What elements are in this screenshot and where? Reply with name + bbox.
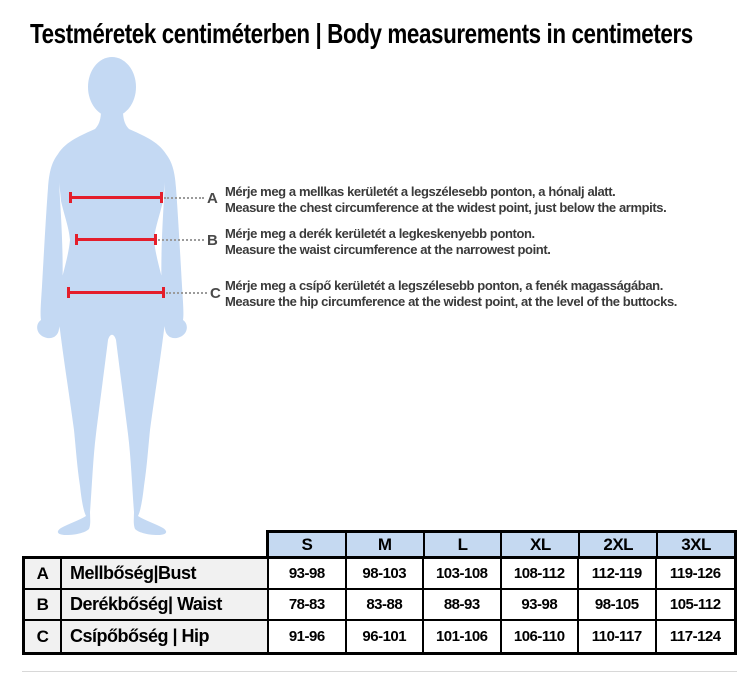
waist-connector-line bbox=[158, 239, 204, 241]
waist-measure-text bbox=[225, 226, 551, 258]
bust-value-2xl: 112-119 bbox=[579, 559, 657, 590]
head-shape bbox=[88, 57, 136, 117]
waist-value-2xl: 98-105 bbox=[579, 590, 657, 621]
row-letter-hip: C bbox=[25, 621, 62, 652]
hip-value-3xl: 117-124 bbox=[669, 628, 721, 645]
hip-letter-label: C bbox=[210, 285, 221, 302]
waist-value-l: 88-93 bbox=[424, 590, 502, 621]
row-letter-waist: B bbox=[25, 590, 62, 621]
waist-value-3xl: 105-112 bbox=[657, 590, 735, 621]
hip-value-s: 91-96 bbox=[269, 621, 347, 652]
bust-value-s: 93-98 bbox=[269, 559, 347, 590]
size-header-m: M bbox=[347, 533, 425, 556]
waist-measure-text-en: Measure the waist circumference at the narrowest point. bbox=[225, 242, 551, 257]
chest-measure-line bbox=[70, 196, 162, 199]
body-silhouette bbox=[32, 56, 192, 536]
bust-value-xl: 108-112 bbox=[502, 559, 580, 590]
hip-value-2xl: 110-117 bbox=[579, 621, 657, 652]
chest-measure-text bbox=[225, 184, 666, 216]
hip-value-l: 101-106 bbox=[424, 621, 502, 652]
size-header-s: S bbox=[269, 533, 347, 556]
hip-measure-text-hu: Mérje meg a csípő kerületét a legszélesebb ponton, a fenék magasságában. bbox=[225, 278, 663, 293]
waist-measure-text-hu: Mérje meg a derék kerületét a legkeskenyebb ponton. bbox=[225, 226, 535, 241]
size-table-body bbox=[22, 556, 737, 655]
page-title: Testméretek centiméterben | Body measurements in centimeters bbox=[30, 18, 693, 49]
waist-value-m: 83-88 bbox=[347, 590, 425, 621]
row-label-waist: Derékbőség| Waist bbox=[62, 590, 269, 621]
size-header-3xl: 3XL bbox=[681, 534, 711, 554]
size-header-l: L bbox=[425, 533, 503, 556]
hip-value-m: 96-101 bbox=[347, 621, 425, 652]
size-header-xl: XL bbox=[502, 533, 580, 556]
waist-value-s: 78-83 bbox=[269, 590, 347, 621]
chest-letter-label: A bbox=[207, 190, 218, 207]
waist-measure-line bbox=[76, 238, 156, 241]
chest-measure-text-hu: Mérje meg a mellkas kerületét a legszélesebb ponton, a hónalj alatt. bbox=[225, 184, 616, 199]
row-label-hip: Csípőbőség | Hip bbox=[62, 621, 269, 652]
waist-value-xl: 93-98 bbox=[502, 590, 580, 621]
body-shape bbox=[37, 111, 187, 535]
bust-value-l: 103-108 bbox=[424, 559, 502, 590]
row-letter-bust: A bbox=[25, 559, 62, 590]
hip-connector-line bbox=[166, 292, 207, 294]
hip-measure-line bbox=[68, 291, 164, 294]
hip-measure-text-en: Measure the hip circumference at the widest point, at the level of the buttocks. bbox=[225, 294, 677, 309]
bust-value-3xl: 119-126 bbox=[657, 559, 735, 590]
bust-value-m: 98-103 bbox=[347, 559, 425, 590]
hip-value-xl: 106-110 bbox=[502, 621, 580, 652]
row-label-bust: Mellbőség|Bust bbox=[62, 559, 269, 590]
bottom-divider-line bbox=[22, 671, 737, 672]
chest-connector-line bbox=[164, 197, 204, 199]
hip-measure-text bbox=[225, 278, 677, 310]
chest-measure-text-en: Measure the chest circumference at the widest point, just below the armpits. bbox=[225, 200, 667, 215]
waist-letter-label: B bbox=[207, 232, 218, 249]
size-header-2xl: 2XL bbox=[580, 533, 658, 556]
size-table-header-row bbox=[266, 530, 737, 559]
